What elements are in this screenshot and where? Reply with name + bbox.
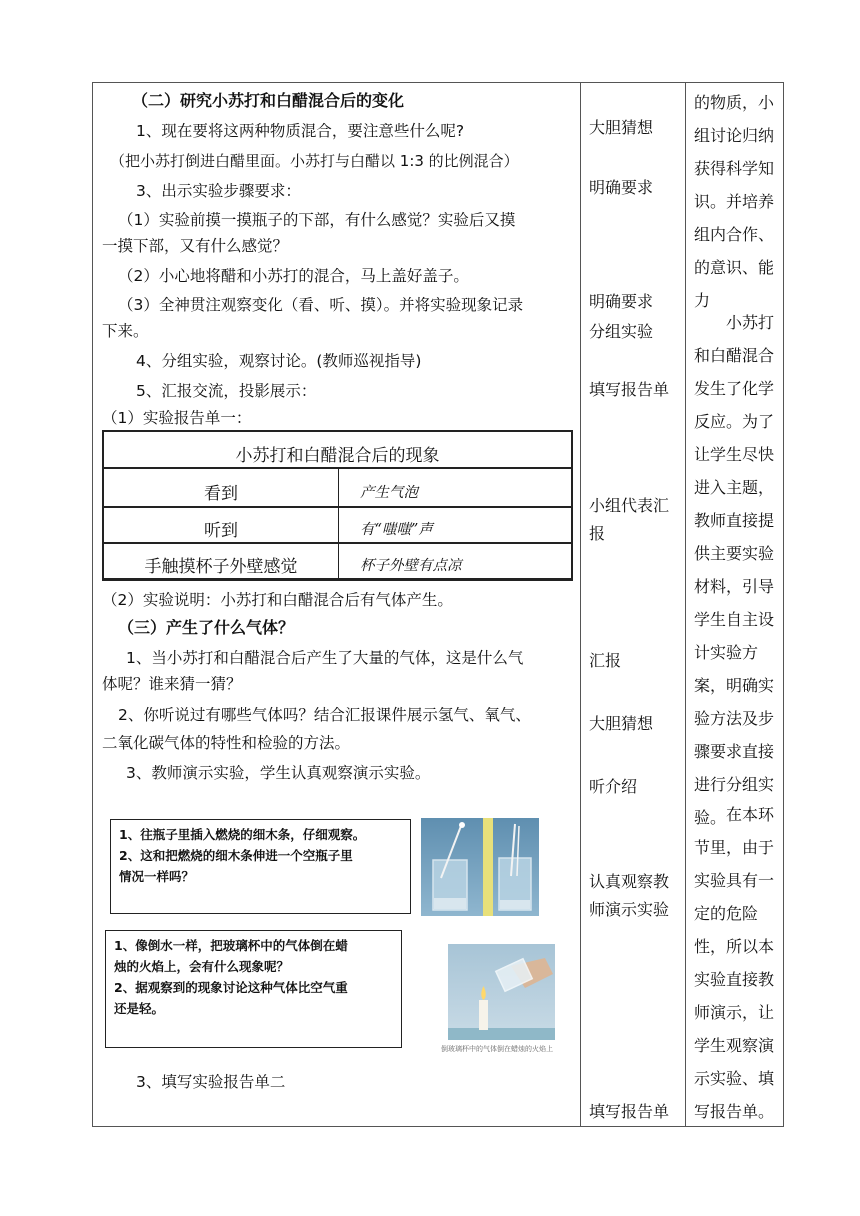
table-top-border	[92, 82, 784, 83]
table-col-divider-1	[580, 82, 581, 1127]
question-1-line-a: 1、当小苏打和白醋混合后产生了大量的气体，这是什么气	[126, 649, 524, 667]
instruction-box-2-line: 1、像倒水一样，把玻璃杯中的气体倒在蜡	[114, 938, 348, 953]
report-table-title: 小苏打和白醋混合后的现象	[235, 446, 440, 466]
report-row-label: 手触摸杯子外壁感觉	[144, 557, 298, 577]
report-row-value: 杯子外壁有点凉	[360, 558, 462, 574]
note-2: （2）实验说明：小苏打和白醋混合后有气体产生。	[102, 591, 453, 609]
table-left-border	[92, 82, 93, 1127]
report-row-value: 产生气泡	[360, 485, 418, 501]
activity-listen: 听介绍	[589, 777, 638, 796]
paragraph-1: 1、现在要将这两种物质混合，要注意些什么呢?	[136, 122, 465, 140]
question-2-line-a: 2、你听说过有哪些气体吗？结合汇报课件展示氢气、氧气、	[118, 706, 531, 724]
step-2: （2）小心地将醋和小苏打的混合，马上盖好盖子。	[118, 267, 469, 285]
paragraph-1-note: （把小苏打倒进白醋里面。小苏打与白醋以 1:3 的比例混合）	[110, 152, 519, 170]
question-3: 3、教师演示实验，学生认真观察演示实验。	[126, 764, 431, 782]
section2-title: （二）研究小苏打和白醋混合后的变化	[132, 91, 405, 110]
instruction-box-1-line: 情况一样吗？	[119, 869, 195, 884]
instruction-box-1-line: 1、往瓶子里插入燃烧的细木条，仔细观察。	[119, 827, 366, 842]
instruction-box-2-line: 烛的火焰上，会有什么现象呢？	[114, 959, 290, 974]
activity-observe-b: 师演示实验	[589, 900, 670, 919]
table-right-border	[783, 82, 784, 1127]
candle-experiment-photo	[441, 944, 555, 1056]
activity-observe-a: 认真观察教	[589, 872, 670, 891]
instruction-box-1-line: 2、这和把燃烧的细木条伸进一个空瓶子里	[119, 848, 353, 863]
design-intent-3: 在本环节里，由于实验具有一定的危险性，所以本实验直接教师演示，让学生观察演示实验、填写报告单。	[694, 805, 775, 1121]
report-row-label: 听到	[204, 521, 238, 541]
report-1-label: （1）实验报告单一：	[102, 409, 252, 427]
activity-requirements: 明确要求	[589, 178, 654, 197]
activity-guess: 大胆猜想	[589, 118, 654, 137]
question-2-line-b: 二氧化碳气体的特性和检验的方法。	[102, 734, 351, 752]
section3-title: （三）产生了什么气体？	[118, 618, 295, 637]
instruction-box-2-line: 2、据观察到的现象讨论这种气体比空气重	[114, 980, 348, 995]
table-bottom-border	[92, 1126, 784, 1127]
last-step: 3、填写实验报告单二	[136, 1073, 286, 1091]
activity-group-report-a: 小组代表汇	[589, 496, 670, 515]
design-intent-2: 小苏打和白醋混合发生了化学反应。为了让学生尽快进入主题，教师直接提供主要实验材料，引导学生自主设计实验方案，明确实验方法及步骤要求直接进行分组实验。	[694, 313, 775, 827]
activity-fill-report: 填写报告单	[589, 380, 670, 399]
paragraph-5: 5、汇报交流，投影展示：	[136, 382, 317, 400]
activity-group-experiment: 分组实验	[589, 322, 654, 341]
activity-group-report-b: 报	[589, 524, 606, 543]
activity-report: 汇报	[589, 651, 622, 670]
report-row-label: 看到	[204, 484, 238, 504]
step-3-line-b: 下来。	[102, 322, 149, 340]
paragraph-3: 3、出示实验步骤要求：	[136, 182, 301, 200]
paragraph-4: 4、分组实验，观察讨论。(教师巡视指导)	[136, 352, 422, 370]
beaker-experiment-photo	[421, 818, 539, 916]
instruction-box-2	[105, 930, 402, 1048]
report-table	[102, 430, 573, 581]
activity-guess-2: 大胆猜想	[589, 714, 654, 733]
activity-fill-report-2: 填写报告单	[589, 1102, 670, 1121]
table-col-divider-2	[685, 82, 686, 1127]
instruction-box-1	[110, 819, 411, 914]
step-1-line-b: 一摸下部，又有什么感觉？	[102, 237, 289, 255]
design-intent-1: 的物质，小组讨论归纳获得科学知识。并培养组内合作、的意识、能力	[694, 93, 775, 310]
instruction-box-2-line: 还是轻。	[114, 1001, 165, 1016]
step-1-line-a: （1）实验前摸一摸瓶子的下部，有什么感觉？实验后又摸	[118, 211, 516, 229]
report-row-value: 有“嗤嗤”声	[360, 522, 433, 538]
step-3-line-a: （3）全神贯注观察变化（看、听、摸）。并将实验现象记录	[118, 296, 524, 314]
candle-photo-caption: 倒玻璃杯中的气体倒在蜡烛的火焰上	[441, 1045, 553, 1053]
question-1-line-b: 体呢？谁来猜一猜？	[102, 675, 242, 693]
activity-requirements-2: 明确要求	[589, 292, 654, 311]
